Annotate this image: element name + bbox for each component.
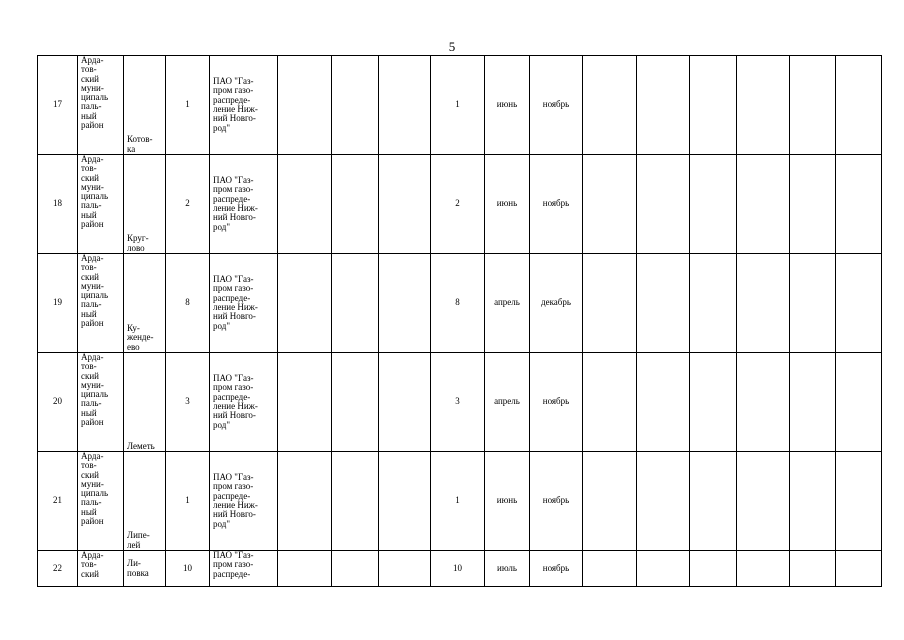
start-month-cell: апрель <box>485 254 530 353</box>
empty-cell <box>583 254 637 353</box>
district-cell: Арда- тов- ский муни- ципаль паль- ный район <box>78 56 124 155</box>
empty-cell <box>737 254 790 353</box>
row-number: 21 <box>38 452 78 551</box>
empty-cell <box>790 551 836 587</box>
object-count-cell: 1 <box>166 452 210 551</box>
empty-cell <box>332 452 379 551</box>
object-count-2-cell: 3 <box>431 353 485 452</box>
empty-cell <box>583 155 637 254</box>
object-count-cell: 8 <box>166 254 210 353</box>
object-count-cell: 1 <box>166 56 210 155</box>
empty-cell <box>583 551 637 587</box>
empty-cell <box>690 353 737 452</box>
district-cell: Арда- тов- ский муни- ципаль паль- ный район <box>78 353 124 452</box>
object-count-2-cell: 8 <box>431 254 485 353</box>
table-row <box>38 56 882 155</box>
row-number: 17 <box>38 56 78 155</box>
empty-cell <box>332 56 379 155</box>
empty-cell <box>332 254 379 353</box>
empty-cell <box>790 353 836 452</box>
empty-cell <box>583 353 637 452</box>
empty-cell <box>332 353 379 452</box>
settlement-cell: Котов- ка <box>124 56 166 155</box>
empty-cell <box>332 155 379 254</box>
district-cell: Арда- тов- ский <box>78 551 124 587</box>
end-month-cell: декабрь <box>530 254 583 353</box>
empty-cell <box>278 254 332 353</box>
empty-cell <box>790 452 836 551</box>
end-month-cell: ноябрь <box>530 452 583 551</box>
organization-cell: ПАО "Газ- пром газо- распреде- ление Ниж- ний Новго- род" <box>210 353 278 452</box>
settlement-cell: Круг- лово <box>124 155 166 254</box>
organization-cell: ПАО "Газ- пром газо- распреде- ление Ниж- ний Новго- род" <box>210 155 278 254</box>
empty-cell <box>637 551 690 587</box>
table-row <box>38 452 882 551</box>
start-month-cell: июль <box>485 551 530 587</box>
empty-cell <box>737 155 790 254</box>
table-row <box>38 551 882 587</box>
empty-cell <box>690 452 737 551</box>
end-month-cell: ноябрь <box>530 353 583 452</box>
start-month-cell: апрель <box>485 353 530 452</box>
start-month-cell: июнь <box>485 56 530 155</box>
end-month-cell: ноябрь <box>530 56 583 155</box>
empty-cell <box>790 155 836 254</box>
organization-cell: ПАО "Газ- пром газо- распреде- ление Ниж- ний Новго- род" <box>210 254 278 353</box>
empty-cell <box>637 56 690 155</box>
empty-cell <box>278 452 332 551</box>
empty-cell <box>379 452 431 551</box>
district-cell: Арда- тов- ский муни- ципаль паль- ный район <box>78 452 124 551</box>
table-row <box>38 155 882 254</box>
empty-cell <box>737 353 790 452</box>
object-count-2-cell: 2 <box>431 155 485 254</box>
empty-cell <box>637 254 690 353</box>
empty-cell <box>379 155 431 254</box>
object-count-2-cell: 1 <box>431 452 485 551</box>
empty-cell <box>278 353 332 452</box>
object-count-cell: 3 <box>166 353 210 452</box>
object-count-cell: 2 <box>166 155 210 254</box>
organization-cell: ПАО "Газ- пром газо- распреде- ление Ниж- ний Новго- род" <box>210 452 278 551</box>
empty-cell <box>836 452 882 551</box>
district-cell: Арда- тов- ский муни- ципаль паль- ный район <box>78 155 124 254</box>
page-number: 5 <box>448 39 456 54</box>
row-number: 19 <box>38 254 78 353</box>
empty-cell <box>278 155 332 254</box>
empty-cell <box>836 155 882 254</box>
empty-cell <box>737 452 790 551</box>
empty-cell <box>379 353 431 452</box>
start-month-cell: июнь <box>485 452 530 551</box>
empty-cell <box>690 254 737 353</box>
empty-cell <box>379 56 431 155</box>
gasification-table <box>37 55 882 587</box>
empty-cell <box>637 452 690 551</box>
empty-cell <box>583 452 637 551</box>
empty-cell <box>278 551 332 587</box>
empty-cell <box>790 254 836 353</box>
empty-cell <box>379 551 431 587</box>
organization-cell: ПАО "Газ- пром газо- распреде- ление Ниж- ний Новго- род" <box>210 56 278 155</box>
table-row <box>38 353 882 452</box>
row-number: 18 <box>38 155 78 254</box>
empty-cell <box>379 254 431 353</box>
empty-cell <box>637 155 690 254</box>
empty-cell <box>637 353 690 452</box>
settlement-cell: Ли- повка <box>124 551 166 587</box>
empty-cell <box>836 254 882 353</box>
empty-cell <box>737 551 790 587</box>
empty-cell <box>836 551 882 587</box>
object-count-2-cell: 1 <box>431 56 485 155</box>
empty-cell <box>278 56 332 155</box>
table-row <box>38 254 882 353</box>
row-number: 20 <box>38 353 78 452</box>
start-month-cell: июнь <box>485 155 530 254</box>
empty-cell <box>737 56 790 155</box>
empty-cell <box>690 56 737 155</box>
settlement-cell: Липе- лей <box>124 452 166 551</box>
object-count-2-cell: 10 <box>431 551 485 587</box>
settlement-cell: Леметь <box>124 353 166 452</box>
district-cell: Арда- тов- ский муни- ципаль паль- ный район <box>78 254 124 353</box>
row-number: 22 <box>38 551 78 587</box>
empty-cell <box>836 56 882 155</box>
empty-cell <box>332 551 379 587</box>
end-month-cell: ноябрь <box>530 551 583 587</box>
empty-cell <box>690 551 737 587</box>
organization-cell: ПАО "Газ- пром газо- распреде- <box>210 551 278 587</box>
empty-cell <box>836 353 882 452</box>
empty-cell <box>690 155 737 254</box>
empty-cell <box>583 56 637 155</box>
empty-cell <box>790 56 836 155</box>
object-count-cell: 10 <box>166 551 210 587</box>
end-month-cell: ноябрь <box>530 155 583 254</box>
settlement-cell: Ку- женде- ево <box>124 254 166 353</box>
